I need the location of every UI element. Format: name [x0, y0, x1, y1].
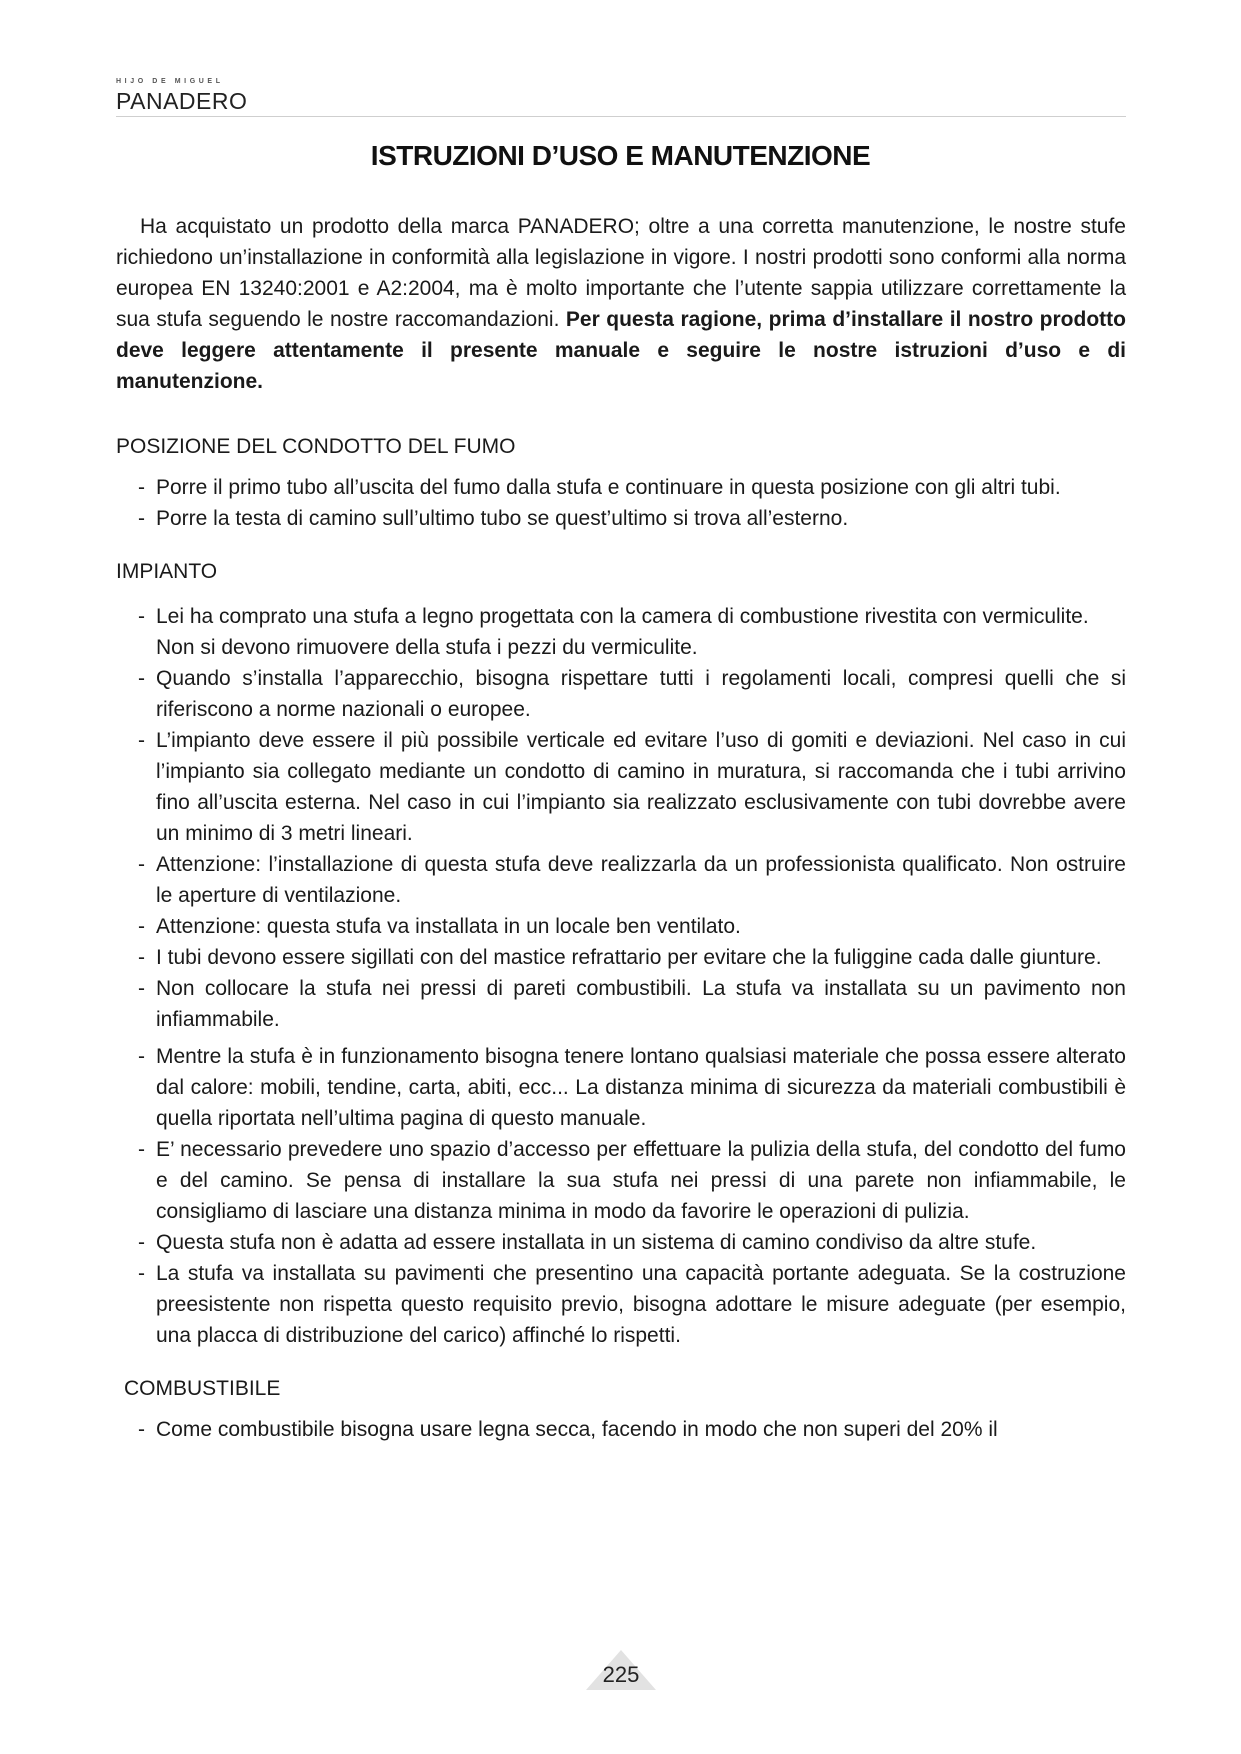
- list-item: - I tubi devono essere sigillati con del mastice refrattario per evitare che la fuliggine cada dalle giunture.: [138, 946, 1102, 969]
- list-item-text: Porre il primo tubo all’uscita del fumo dalla stufa e continuare in questa posizione con gli altri tubi.: [156, 476, 1061, 499]
- posizione-list: [116, 472, 1126, 534]
- impianto-list: [116, 601, 1126, 1351]
- intro-bold-text: Per questa ragione, prima d’installare il nostro prodotto deve leggere attentamente il presente manuale e seguire le nostre istruzioni d’uso e di manutenzione.: [116, 308, 1126, 393]
- page-number: 225: [602, 1662, 640, 1687]
- list-item: - Questa stufa non è adatta ad essere installata in un sistema di camino condiviso da altre stufe.: [138, 1231, 1037, 1254]
- logo-tagline: HIJO DE MIGUEL: [116, 78, 224, 85]
- list-item: - Quando s’installa l’apparecchio, bisogna rispettare tutti i regolamenti locali, compresi quelli che si riferiscono a norme nazionali o europee.: [138, 667, 1126, 721]
- list-item-text: Lei ha comprato una stufa a legno progettata con la camera di combustione rivestita con vermiculite.: [156, 605, 1089, 628]
- list-item-text: La stufa va installata su pavimenti che presentino una capacità portante adeguata. Se la costruzione preesistente non rispetta questo requisito previo, bisogna adottare le misure adeguate (per esempio, una placca di distribuzione del carico) affinché lo rispetti.: [156, 1262, 1126, 1347]
- list-item: - Attenzione: l’installazione di questa stufa deve realizzarla da un professionista qualificato. Non ostruire le aperture di ventilazione.: [138, 853, 1126, 907]
- list-item-text: Questa stufa non è adatta ad essere installata in un sistema di camino condiviso da altre stufe.: [156, 1231, 1037, 1254]
- list-item-text: E’ necessario prevedere uno spazio d’accesso per effettuare la pulizia della stufa, del condotto del fumo e del camino. Se pensa di installare la sua stufa nei pressi di una parete non infiammabile, le consigliamo di lasciare una distanza minima in modo da favorire le operazioni di pulizia.: [156, 1138, 1126, 1223]
- list-item: - La stufa va installata su pavimenti che presentino una capacità portante adeguata. Se la costruzione preesistente non rispetta questo requisito previo, bisogna adottare le misure adeguate (per esempio, una placca di distribuzione del carico) affinché lo rispetti.: [138, 1262, 1126, 1347]
- logo-brand: PANADERO: [116, 88, 248, 114]
- list-item: - Porre il primo tubo all’uscita del fumo dalla stufa e continuare in questa posizione con gli altri tubi.: [138, 476, 1061, 499]
- list-item: - E’ necessario prevedere uno spazio d’accesso per effettuare la pulizia della stufa, del condotto del fumo e del camino. Se pensa di installare la sua stufa nei pressi di una parete non infiammabile, le consigliamo di lasciare una distanza minima in modo da favorire le operazioni di pulizia.: [138, 1138, 1126, 1223]
- section-heading-posizione: POSIZIONE DEL CONDOTTO DEL FUMO: [116, 435, 516, 458]
- page-footer: [586, 1650, 656, 1694]
- list-item-text: Come combustibile bisogna usare legna secca, facendo in modo che non superi del 20% il: [156, 1418, 998, 1441]
- intro-text: Ha acquistato un prodotto della marca PANADERO; oltre a una corretta manutenzione, le nostre stufe richiedono un’installazione in conformità alla legislazione in vigore. I nostri prodotti sono conformi alla norma europea EN 13240:2001 e A2:2004, ma è molto importante che l’utente sappia utilizzare correttamente la sua stufa seguendo le nostre raccomandazioni.: [116, 215, 1126, 331]
- list-item-text: Quando s’installa l’apparecchio, bisogna rispettare tutti i regolamenti locali, compresi quelli che si riferiscono a norme nazionali o europee.: [156, 667, 1126, 721]
- combustibile-list: [116, 1414, 1126, 1445]
- list-item-text: L’impianto deve essere il più possibile verticale ed evitare l’uso di gomiti e deviazioni. Nel caso in cui l’impianto sia collegato mediante un condotto di camino in muratura, si raccomanda che i tubi arrivino fino all’uscita esterna. Nel caso in cui l’impianto sia realizzato esclusivamente con tubi dovrebbe avere un minimo di 3 metri lineari.: [156, 729, 1126, 845]
- list-item-text: I tubi devono essere sigillati con del mastice refrattario per evitare che la fuliggine cada dalle giunture.: [156, 946, 1102, 969]
- list-item-text: Attenzione: questa stufa va installata in un locale ben ventilato.: [156, 915, 741, 938]
- panadero-logo: [116, 78, 247, 114]
- page-title: ISTRUZIONI D’USO E MANUTENZIONE: [370, 140, 871, 171]
- intro-paragraph: [116, 211, 1126, 397]
- list-item: - Non collocare la stufa nei pressi di pareti combustibili. La stufa va installata su un pavimento non infiammabile.: [138, 977, 1126, 1031]
- list-item-extra-line: Non si devono rimuovere della stufa i pezzi du vermiculite.: [156, 636, 698, 659]
- list-item: - Lei ha comprato una stufa a legno progettata con la camera di combustione rivestita con vermiculite. Non si devono rimuovere della stufa i pezzi du vermiculite.: [116, 601, 1126, 663]
- list-item-text: Mentre la stufa è in funzionamento bisogna tenere lontano qualsiasi materiale che possa essere alterato dal calore: mobili, tendine, carta, abiti, ecc... La distanza minima di sicurezza da materiali combustibili è quella riportata nell’ultima pagina di questo manuale.: [156, 1045, 1126, 1130]
- section-heading-impianto: IMPIANTO: [116, 560, 218, 583]
- list-item: - Porre la testa di camino sull’ultimo tubo se quest’ultimo si trova all’esterno.: [138, 507, 849, 530]
- section-heading-combustibile: COMBUSTIBILE: [124, 1377, 281, 1400]
- list-item-text: Porre la testa di camino sull’ultimo tubo se quest’ultimo si trova all’esterno.: [156, 507, 849, 530]
- list-item-text: Non collocare la stufa nei pressi di pareti combustibili. La stufa va installata su un pavimento non infiammabile.: [156, 977, 1126, 1031]
- list-item: - Attenzione: questa stufa va installata in un locale ben ventilato.: [138, 915, 741, 938]
- list-item-text: Attenzione: l’installazione di questa stufa deve realizzarla da un professionista qualificato. Non ostruire le aperture di ventilazione.: [156, 853, 1126, 907]
- page-header: [116, 78, 1126, 117]
- list-item: - Come combustibile bisogna usare legna secca, facendo in modo che non superi del 20% il: [138, 1418, 998, 1441]
- document-body: [116, 211, 1126, 1445]
- list-item: - Mentre la stufa è in funzionamento bisogna tenere lontano qualsiasi materiale che possa essere alterato dal calore: mobili, tendine, carta, abiti, ecc... La distanza minima di sicurezza da materiali combustibili è quella riportata nell’ultima pagina di questo manuale.: [138, 1045, 1126, 1130]
- list-item: - L’impianto deve essere il più possibile verticale ed evitare l’uso di gomiti e deviazioni. Nel caso in cui l’impianto sia collegato mediante un condotto di camino in muratura, si raccomanda che i tubi arrivino fino all’uscita esterna. Nel caso in cui l’impianto sia realizzato esclusivamente con tubi dovrebbe avere un minimo di 3 metri lineari.: [138, 729, 1126, 845]
